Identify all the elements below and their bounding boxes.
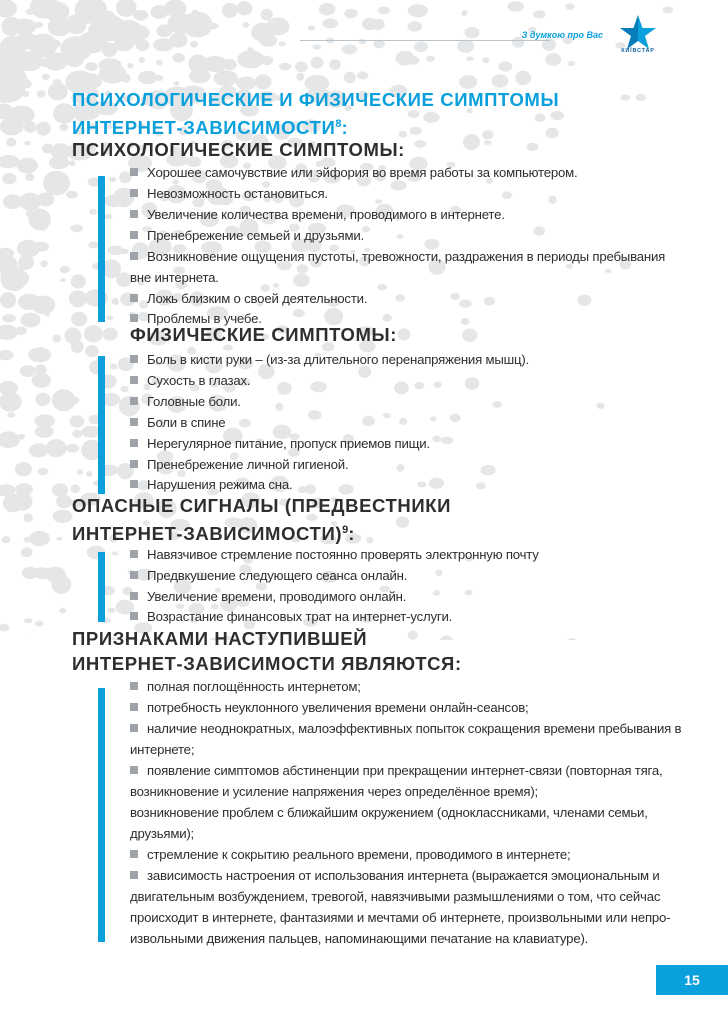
pattern-dot (533, 226, 545, 236)
signs-title-line1: ПРИЗНАКАМИ НАСТУПИВШЕЙ (72, 628, 368, 649)
section-bar (98, 552, 105, 622)
pattern-dot (38, 468, 49, 476)
list-item: появление симптомов абстиненции при прекращении интернет-связи (повторная тяга, (130, 760, 662, 781)
pattern-dot (71, 274, 86, 288)
pattern-dot (277, 382, 292, 395)
pattern-dot (72, 430, 82, 438)
pattern-dot (310, 381, 326, 392)
pattern-dot (440, 636, 454, 641)
pattern-dot (417, 482, 426, 488)
pattern-dot (408, 631, 418, 640)
pattern-dot (433, 590, 440, 596)
pattern-dot (48, 83, 68, 101)
list-item-plain: возникновение проблем с ближайшим окружением (одноклассниками, членами семьи, (130, 805, 648, 820)
main-title-line2 (72, 112, 348, 140)
pattern-dot (15, 272, 29, 286)
list-item-continuation: двигательным возбуждением, тревогой, навязчивыми размышлениями о том, что сейчас (130, 889, 661, 904)
kyivstar-logo (614, 13, 662, 59)
list-item: зависимость настроения от использования интернета (выражается эмоциональным и (130, 865, 660, 886)
pattern-dot (450, 414, 461, 423)
pattern-dot (261, 9, 273, 21)
footnote-ref: 8 (335, 118, 342, 130)
pattern-dot (37, 193, 54, 207)
pattern-dot (466, 57, 473, 62)
pattern-dot (399, 418, 407, 425)
pattern-dot (85, 62, 98, 71)
list-item-continuation: интернете; (130, 742, 195, 757)
pattern-dot (78, 73, 102, 89)
list-item: Увеличение времени, проводимого онлайн. (130, 586, 406, 607)
pattern-dot (533, 10, 545, 18)
pattern-dot (189, 69, 211, 83)
phys-title: ФИЗИЧЕСКИЕ СИМПТОМЫ: (130, 324, 398, 345)
pattern-dot (0, 117, 24, 135)
pattern-dot (383, 413, 391, 418)
header-tagline: З думкою про Вас (521, 30, 603, 40)
pattern-dot (293, 274, 310, 288)
pattern-dot (329, 59, 341, 70)
pattern-dot (546, 128, 559, 139)
pattern-dot (462, 329, 477, 342)
bullet-icon (130, 871, 138, 879)
page-number: 15 (656, 965, 728, 995)
bullet-icon (130, 550, 138, 558)
pattern-dot (275, 403, 283, 411)
pattern-dot (312, 44, 321, 49)
pattern-dot (24, 141, 31, 146)
list-item-continuation: вне интернета. (130, 270, 219, 285)
pattern-dot (396, 516, 409, 527)
list-item: Боль в кисти руки – (из-за длительного перенапряжения мышц). (130, 349, 529, 370)
pattern-dot (53, 335, 61, 343)
pattern-dot (132, 26, 149, 40)
pattern-dot (56, 495, 72, 509)
bullet-icon (130, 703, 138, 711)
pattern-dot (66, 191, 78, 199)
pattern-dot (296, 73, 304, 81)
pattern-dot (66, 14, 87, 34)
pattern-dot (459, 75, 477, 89)
pattern-dot (408, 4, 428, 17)
pattern-dot (89, 209, 97, 215)
bullet-icon (130, 294, 138, 302)
pattern-dot (408, 56, 420, 64)
pattern-dot (110, 364, 117, 370)
pattern-dot (399, 131, 407, 138)
pattern-dot (527, 143, 539, 151)
pattern-dot (223, 59, 236, 70)
list-item: Увеличение количества времени, проводимого в интернете. (130, 204, 505, 225)
pattern-dot (21, 547, 32, 557)
list-item: Возникновение ощущения пустоты, тревожности, раздражения в периоды пребывания (130, 246, 665, 267)
pattern-dot (15, 462, 32, 476)
bullet-icon (130, 376, 138, 384)
pattern-dot (66, 444, 80, 453)
pattern-dot (122, 74, 131, 83)
bullet-icon (130, 571, 138, 579)
pattern-dot (484, 140, 492, 145)
list-item: Пренебрежение семьей и друзьями. (130, 225, 364, 246)
list-item: Предвкушение следующего сеанса онлайн. (130, 565, 407, 586)
pattern-dot (52, 575, 72, 594)
pattern-dot (24, 121, 36, 133)
pattern-dot (41, 260, 48, 267)
pattern-dot (482, 130, 493, 139)
list-item-continuation: возникновение и усиление напряжения через определённое время); (130, 784, 538, 799)
pattern-dot (133, 10, 148, 21)
list-item: Нарушения режима сна. (130, 474, 292, 495)
pattern-dot (222, 3, 238, 18)
pattern-dot (663, 7, 674, 14)
list-item-continuation: друзьями); (130, 826, 195, 841)
pattern-dot (36, 122, 51, 136)
pattern-dot (344, 9, 357, 18)
pattern-dot (23, 79, 32, 88)
pattern-dot (33, 242, 49, 252)
section-bar (98, 176, 105, 322)
pattern-dot (435, 569, 442, 576)
pattern-dot (311, 57, 324, 69)
pattern-dot (568, 61, 575, 66)
pattern-dot (396, 464, 404, 472)
pattern-dot (60, 266, 70, 274)
pattern-dot (515, 71, 531, 85)
pattern-dot (170, 32, 188, 47)
list-item: полная поглощённость интернетом; (130, 676, 361, 697)
pattern-dot (43, 171, 70, 196)
bullet-icon (130, 724, 138, 732)
pattern-dot (441, 437, 453, 444)
pattern-dot (373, 40, 385, 48)
pattern-dot (476, 482, 486, 489)
list-item: Проблемы в учебе. (130, 308, 262, 329)
pattern-dot (156, 60, 163, 66)
pattern-dot (372, 19, 385, 30)
pattern-dot (305, 484, 317, 494)
pattern-dot (84, 325, 103, 342)
pattern-dot (112, 551, 118, 555)
pattern-dot (190, 41, 198, 48)
pattern-dot (85, 345, 99, 357)
pattern-dot (482, 57, 489, 63)
bullet-icon (130, 189, 138, 197)
pattern-dot (377, 284, 387, 291)
section-bar (98, 356, 105, 494)
pattern-dot (52, 40, 61, 48)
pattern-dot (261, 56, 273, 65)
list-item: Хорошее самочувствие или эйфория во время работы за компьютером. (130, 162, 577, 183)
bullet-icon (130, 314, 138, 322)
list-item: Нерегулярное питание, пропуск приемов пищи. (130, 433, 430, 454)
pattern-dot (59, 608, 66, 614)
pattern-dot (508, 1, 524, 11)
pattern-dot (545, 53, 561, 66)
pattern-dot (29, 531, 50, 546)
pattern-dot (12, 492, 33, 511)
list-item: Ложь близким о своей деятельности. (130, 288, 367, 309)
pattern-dot (596, 403, 604, 409)
pattern-dot (408, 21, 423, 31)
pattern-dot (464, 27, 479, 38)
bullet-icon (130, 168, 138, 176)
bullet-icon (130, 210, 138, 218)
pattern-dot (24, 618, 32, 623)
pattern-dot (69, 290, 87, 307)
pattern-dot (0, 292, 16, 308)
pattern-dot (37, 90, 46, 97)
pattern-dot (266, 17, 289, 35)
pattern-dot (138, 71, 157, 85)
pattern-dot (432, 436, 441, 442)
pattern-dot (32, 373, 51, 388)
pattern-dot (71, 312, 87, 327)
list-item-continuation: извольными движения пальцев, напоминающими печатание на клавиатуре). (130, 931, 589, 946)
pattern-dot (460, 318, 469, 325)
pattern-dot (112, 298, 119, 305)
pattern-dot (426, 56, 435, 62)
pattern-dot (71, 340, 84, 353)
pattern-dot (0, 624, 10, 632)
pattern-dot (423, 112, 439, 123)
star-icon (614, 13, 662, 53)
list-item: потребность неуклонного увеличения времени онлайн-сеансов; (130, 697, 529, 718)
pattern-dot (279, 63, 291, 70)
pattern-dot (208, 23, 219, 30)
pattern-dot (60, 278, 66, 282)
pattern-dot (70, 225, 83, 233)
pattern-dot (109, 177, 117, 182)
bullet-icon (130, 460, 138, 468)
pattern-dot (17, 158, 38, 174)
pattern-dot (279, 41, 286, 46)
pattern-dot (499, 61, 513, 71)
pattern-dot (71, 397, 80, 404)
pattern-dot (0, 392, 22, 412)
bullet-icon (130, 612, 138, 620)
list-item: Пренебрежение личной гигиеной. (130, 454, 348, 475)
pattern-dot (322, 18, 338, 28)
pattern-dot (430, 416, 436, 421)
pattern-dot (86, 471, 92, 477)
pattern-dot (382, 314, 392, 322)
pattern-dot (484, 297, 495, 306)
pattern-dot (620, 95, 630, 101)
pattern-dot (237, 1, 253, 15)
pattern-dot (139, 57, 145, 63)
pattern-dot (6, 138, 16, 147)
pattern-dot (605, 269, 611, 273)
pattern-dot (29, 443, 48, 457)
pattern-dot (35, 393, 50, 406)
pattern-dot (481, 465, 496, 475)
pattern-dot (319, 3, 336, 15)
pattern-dot (127, 63, 133, 68)
main-title-colon: : (341, 117, 349, 138)
pattern-dot (0, 155, 20, 168)
bullet-icon (130, 480, 138, 488)
pattern-dot (0, 350, 14, 360)
list-item: наличие неоднократных, малоэффективных попыток сокращения времени пребывания в (130, 718, 681, 739)
pattern-dot (22, 91, 29, 98)
pattern-dot (548, 196, 557, 204)
pattern-dot (105, 214, 112, 220)
pattern-dot (49, 156, 70, 169)
pattern-dot (492, 74, 509, 88)
pattern-dot (11, 19, 36, 35)
pattern-dot (295, 61, 307, 72)
pattern-dot (465, 377, 480, 390)
pattern-dot (1, 536, 10, 543)
pattern-dot (71, 484, 80, 493)
pattern-dot (414, 382, 424, 389)
pattern-dot (120, 249, 128, 254)
pattern-dot (341, 44, 357, 54)
pattern-dot (450, 293, 460, 300)
pattern-dot (70, 415, 85, 427)
pattern-dot (44, 313, 50, 317)
header-rule (300, 40, 550, 41)
list-item: Навязчивое стремление постоянно проверять электронную почту (130, 544, 539, 565)
list-item: стремление к сокрытию реального времени, проводимого в интернете; (130, 844, 571, 865)
pattern-dot (367, 537, 374, 544)
pattern-dot (398, 328, 411, 340)
pattern-dot (237, 50, 264, 68)
pattern-dot (457, 40, 474, 53)
pattern-dot (394, 381, 409, 394)
pattern-dot (103, 328, 118, 341)
pattern-dot (259, 34, 277, 47)
bullet-icon (130, 397, 138, 405)
pattern-dot (59, 124, 68, 131)
pattern-dot (38, 224, 48, 231)
pattern-dot (375, 199, 382, 203)
pattern-dot (459, 300, 472, 308)
pattern-dot (461, 10, 467, 16)
pattern-dot (42, 74, 50, 81)
pattern-dot (35, 22, 43, 28)
pattern-dot (25, 173, 34, 181)
list-item: Сухость в глазах. (130, 370, 250, 391)
logo-text: КИЇВСТАР (621, 48, 655, 54)
pattern-dot (106, 316, 114, 321)
danger-title-line2: ИНТЕРНЕТ-ЗАВИСИМОСТИ)$^9$: (72, 523, 356, 544)
pattern-dot (0, 0, 17, 18)
pattern-dot (173, 53, 185, 63)
bullet-icon (130, 682, 138, 690)
pattern-dot (64, 47, 85, 67)
pattern-dot (135, 39, 149, 51)
pattern-dot (293, 309, 305, 317)
pattern-dot (308, 410, 321, 420)
pattern-dot (113, 38, 133, 51)
pattern-dot (28, 347, 51, 362)
bullet-icon (130, 439, 138, 447)
pattern-dot (213, 70, 238, 86)
pattern-dot (502, 191, 512, 199)
pattern-dot (243, 22, 250, 28)
pattern-dot (35, 621, 44, 627)
main-title-line1: ПСИХОЛОГИЧЕСКИЕ И ФИЗИЧЕСКИЕ СИМПТОМЫ (72, 89, 560, 110)
pattern-dot (308, 25, 316, 30)
list-item: Невозможность остановиться. (130, 183, 328, 204)
pattern-dot (18, 434, 25, 440)
pattern-dot (535, 114, 546, 122)
bullet-icon (130, 850, 138, 858)
pattern-dot (31, 296, 55, 315)
main-title-text: ИНТЕРНЕТ-ЗАВИСИМОСТИ (72, 117, 336, 138)
pattern-dot (120, 386, 128, 393)
footnote-ref: 9 (342, 524, 349, 536)
bullet-icon (130, 592, 138, 600)
list-item: Возрастание финансовых трат на интернет-услуги. (130, 606, 452, 627)
section-bar (98, 688, 105, 942)
list-item: Головные боли. (130, 391, 241, 412)
pattern-dot (357, 71, 368, 79)
pattern-dot (492, 401, 502, 408)
pattern-dot (52, 483, 68, 496)
pattern-dot (378, 6, 390, 14)
pattern-dot (2, 314, 16, 322)
pattern-dot (77, 469, 83, 475)
pattern-dot (7, 412, 15, 418)
pattern-dot (0, 325, 18, 340)
pattern-dot (550, 111, 564, 120)
psych-title: ПСИХОЛОГИЧЕСКИЕ СИМПТОМЫ: (72, 139, 405, 160)
pattern-dot (396, 234, 403, 239)
pattern-dot (35, 425, 54, 437)
pattern-dot (20, 313, 40, 328)
pattern-dot (173, 81, 179, 86)
bullet-icon (130, 418, 138, 426)
pattern-dot (154, 75, 163, 81)
pattern-dot (577, 295, 591, 306)
pattern-dot (567, 638, 576, 640)
pattern-dot (463, 134, 480, 150)
pattern-dot (565, 3, 574, 10)
pattern-dot (434, 382, 442, 388)
list-item: Боли в спине (130, 412, 225, 433)
pattern-dot (0, 431, 20, 448)
pattern-dot (239, 419, 251, 428)
pattern-dot (107, 608, 115, 613)
pattern-dot (429, 478, 444, 489)
bullet-icon (130, 355, 138, 363)
danger-title-line1: ОПАСНЫЕ СИГНАЛЫ (ПРЕДВЕСТНИКИ (72, 495, 452, 516)
bullet-icon (130, 766, 138, 774)
pattern-dot (183, 12, 213, 38)
bullet-icon (130, 231, 138, 239)
pattern-dot (414, 41, 428, 52)
pattern-dot (362, 416, 375, 426)
pattern-dot (465, 590, 473, 596)
pattern-dot (56, 537, 62, 541)
pattern-dot (414, 140, 426, 148)
pattern-dot (20, 365, 36, 377)
pattern-dot (24, 513, 33, 522)
list-item-continuation: происходит в интернете, фантазиями и мечтами об интернете, произвольными или непро- (130, 910, 671, 925)
pattern-dot (46, 439, 67, 457)
pattern-dot (635, 94, 646, 101)
pattern-dot (410, 127, 422, 135)
pattern-dot (53, 510, 73, 523)
pattern-dot (2, 173, 16, 184)
pattern-dot (344, 72, 356, 84)
bullet-icon (130, 252, 138, 260)
signs-title-line2: ИНТЕРНЕТ-ЗАВИСИМОСТИ ЯВЛЯЮТСЯ: (72, 653, 462, 674)
pattern-dot (16, 326, 27, 335)
pattern-dot (395, 294, 405, 301)
